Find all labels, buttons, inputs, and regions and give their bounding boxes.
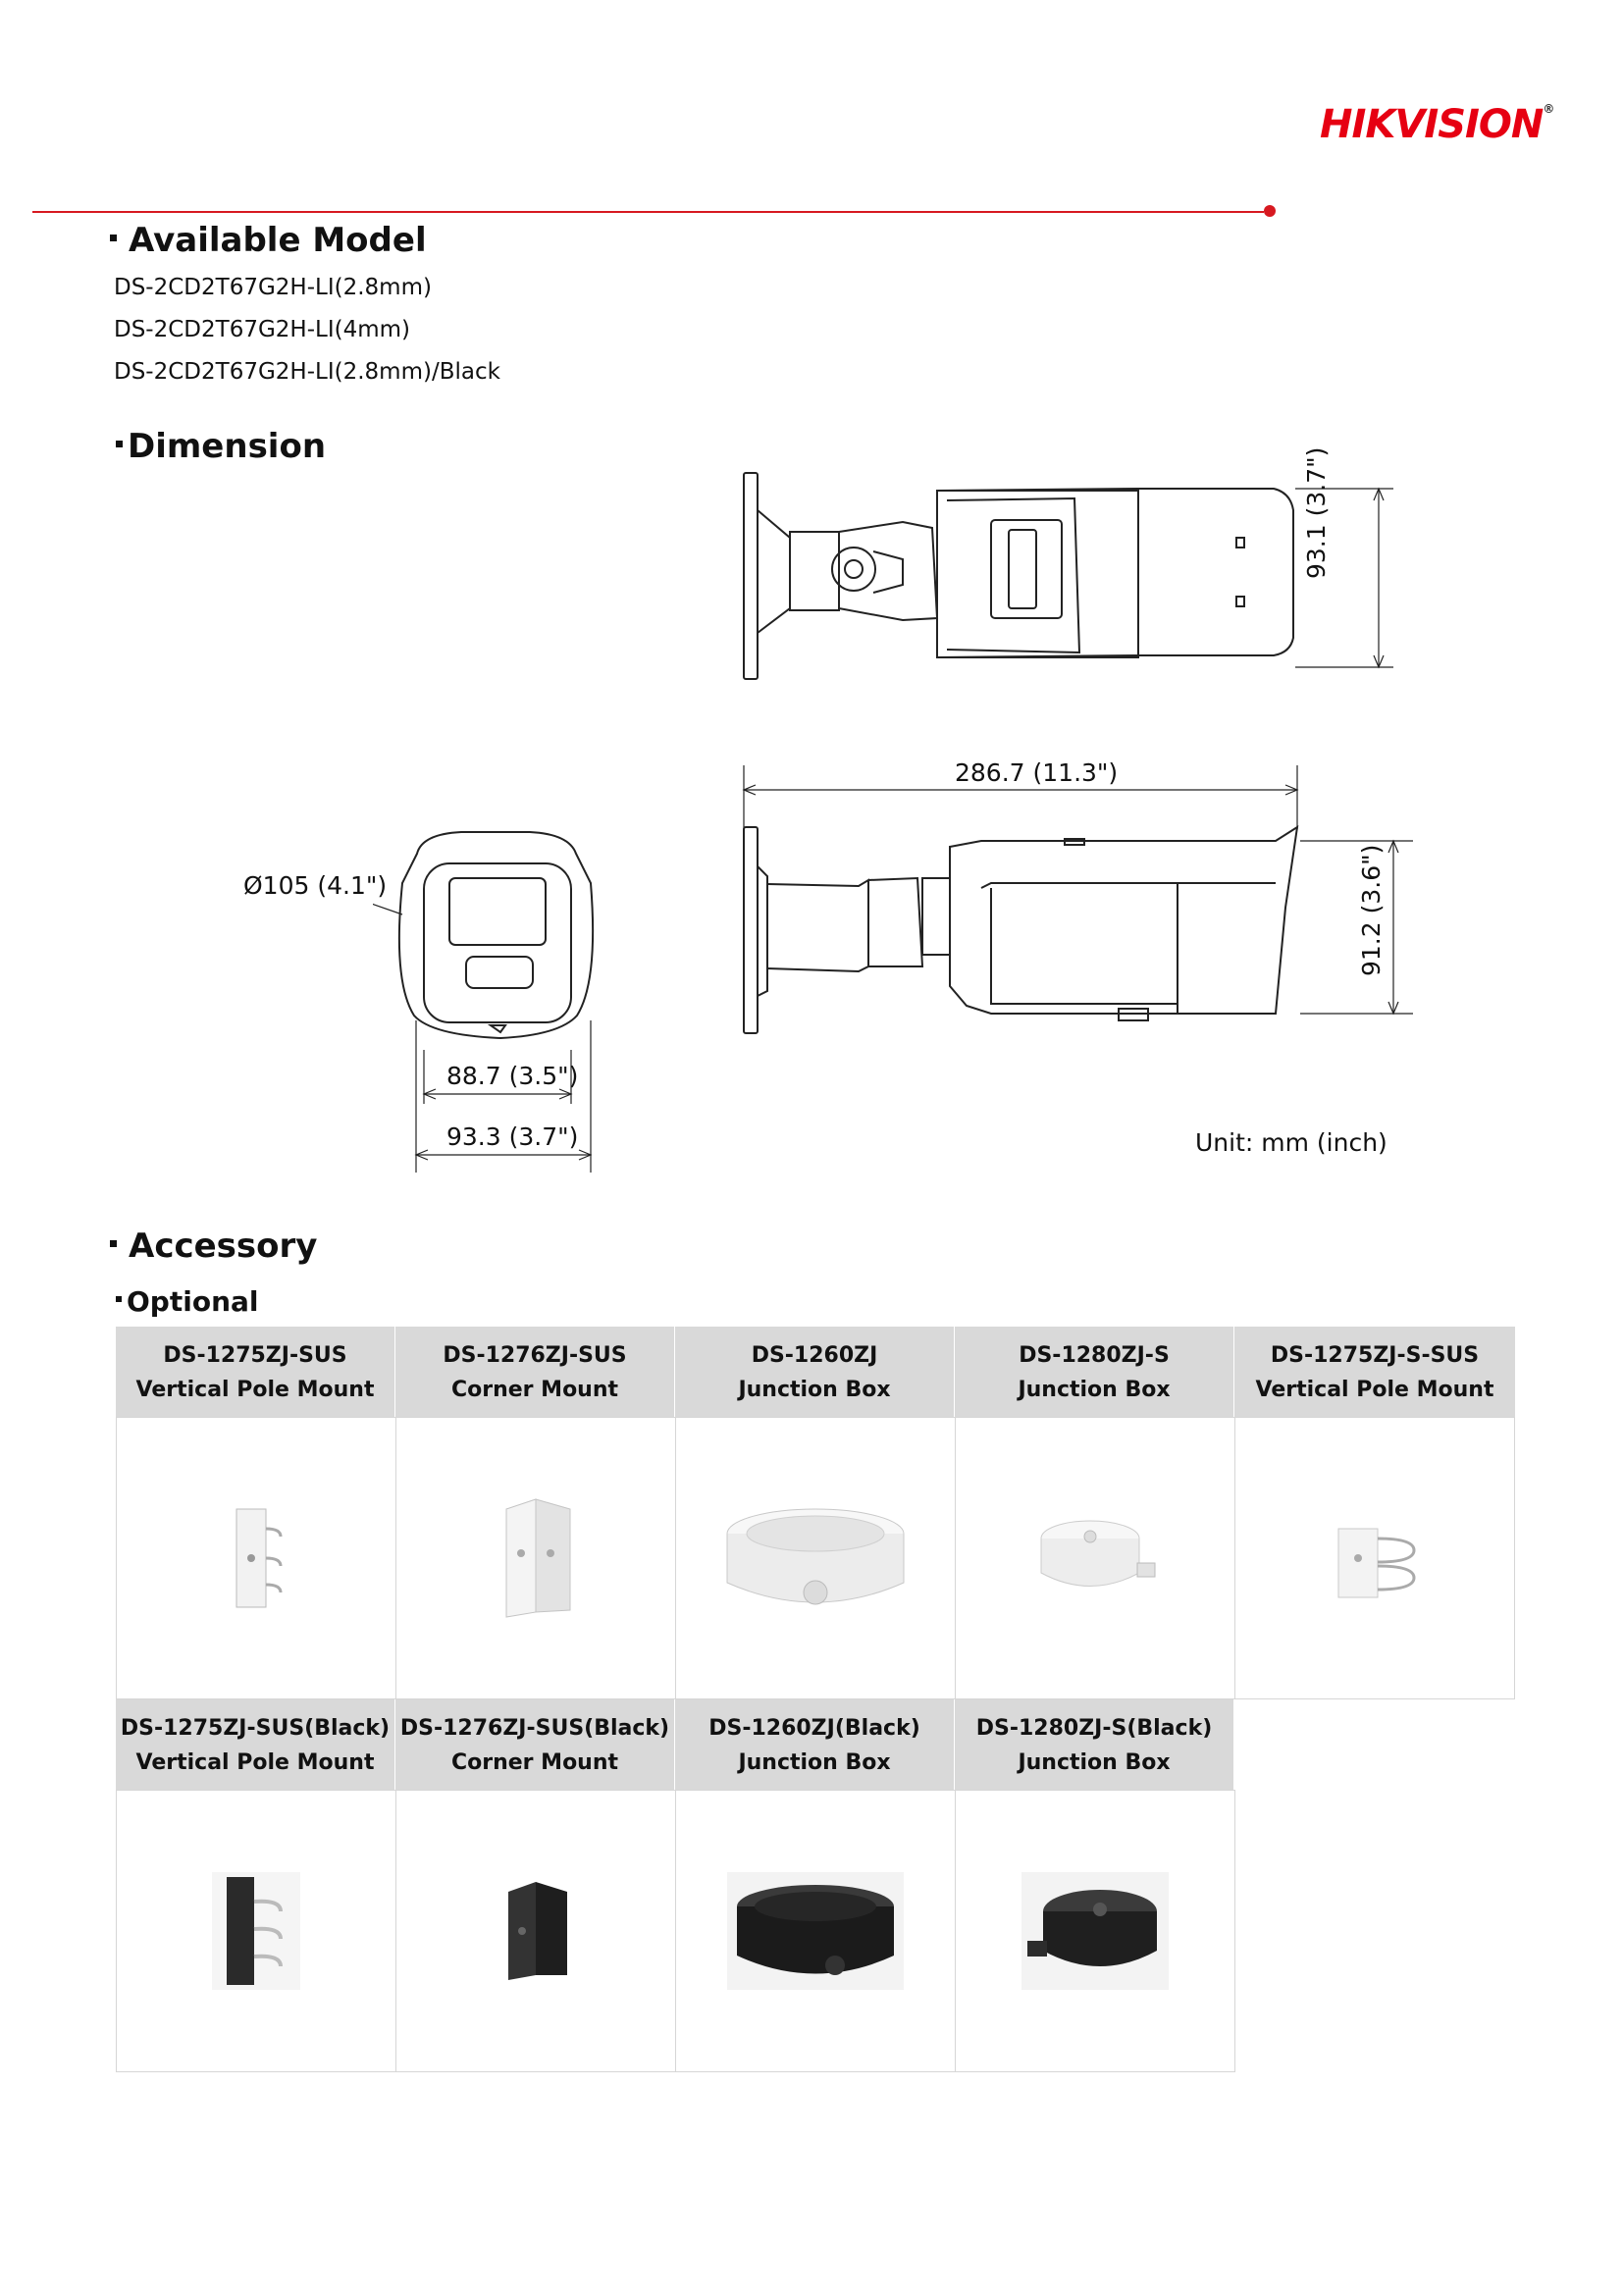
model-item: DS-2CD2T67G2H-LI(2.8mm) bbox=[114, 275, 432, 300]
pole-mount-white-image bbox=[227, 1504, 286, 1612]
junction-box-white-image bbox=[717, 1499, 914, 1617]
model-item: DS-2CD2T67G2H-LI(2.8mm)/Black bbox=[114, 359, 500, 385]
accessory-image-cell bbox=[675, 1790, 956, 2072]
dim-front-width-inner: 88.7 (3.5") bbox=[446, 1062, 579, 1090]
unit-label: Unit: mm (inch) bbox=[1195, 1128, 1387, 1157]
accessory-header bbox=[1234, 1327, 1515, 1417]
pole-mount-black-image bbox=[212, 1872, 300, 1990]
dim-side-height: 91.2 (3.6") bbox=[1357, 844, 1386, 976]
dim-length: 286.7 (11.3") bbox=[955, 758, 1119, 787]
model-list bbox=[114, 267, 500, 393]
accessory-type: Vertical Pole Mount bbox=[135, 1750, 375, 1775]
accessory-type: Vertical Pole Mount bbox=[135, 1378, 375, 1402]
accessory-header bbox=[955, 1699, 1233, 1790]
accessory-image-cell bbox=[395, 1417, 676, 1699]
accessory-model: DS-1280ZJ-S(Black) bbox=[975, 1716, 1213, 1741]
accessory-type: Vertical Pole Mount bbox=[1255, 1378, 1494, 1402]
corner-mount-white-image bbox=[492, 1494, 580, 1622]
pole-mount-s-white-image bbox=[1321, 1509, 1429, 1607]
accessory-type: Junction Box bbox=[1018, 1750, 1171, 1775]
camera-side-view-drawing bbox=[726, 760, 1413, 1045]
section-optional: Optional bbox=[116, 1285, 259, 1318]
accessory-image-cell bbox=[116, 1790, 396, 2072]
accessory-header bbox=[395, 1327, 674, 1417]
camera-front-view-drawing bbox=[373, 824, 628, 1173]
section-available-model: Available Model bbox=[110, 221, 427, 260]
accessory-model: DS-1260ZJ(Black) bbox=[708, 1716, 920, 1741]
accessory-model: DS-1280ZJ-S bbox=[1019, 1343, 1170, 1368]
junction-box-black-image bbox=[727, 1872, 904, 1990]
accessory-model: DS-1276ZJ-SUS bbox=[443, 1343, 627, 1368]
dim-front-width-outer: 93.3 (3.7") bbox=[446, 1122, 579, 1151]
hikvision-logo: HIKVISION® bbox=[1320, 102, 1554, 147]
accessory-image-cell bbox=[1234, 1417, 1515, 1699]
accessory-header bbox=[116, 1327, 394, 1417]
section-dimension: Dimension bbox=[116, 427, 326, 466]
accessory-model: DS-1275ZJ-SUS(Black) bbox=[120, 1716, 391, 1741]
accessory-type: Junction Box bbox=[738, 1750, 891, 1775]
accessory-model: DS-1276ZJ-SUS(Black) bbox=[399, 1716, 670, 1741]
accessory-type: Junction Box bbox=[738, 1378, 891, 1402]
accessory-image-cell bbox=[955, 1417, 1235, 1699]
accessory-type: Corner Mount bbox=[450, 1378, 619, 1402]
accessory-header bbox=[395, 1699, 674, 1790]
accessory-header bbox=[675, 1699, 954, 1790]
accessory-model: DS-1275ZJ-S-SUS bbox=[1270, 1343, 1480, 1368]
header-divider-dot bbox=[1264, 205, 1276, 217]
junction-box-s-white-image bbox=[1031, 1509, 1159, 1607]
dim-diameter: Ø105 (4.1") bbox=[243, 871, 388, 900]
dim-top-height: 93.1 (3.7") bbox=[1302, 446, 1331, 579]
junction-box-s-black-image bbox=[1021, 1872, 1169, 1990]
corner-mount-black-image bbox=[497, 1877, 575, 1985]
accessory-type: Junction Box bbox=[1018, 1378, 1171, 1402]
accessory-model: DS-1260ZJ bbox=[751, 1343, 878, 1368]
accessory-header bbox=[955, 1327, 1233, 1417]
accessory-image-cell bbox=[116, 1417, 396, 1699]
accessory-header bbox=[116, 1699, 394, 1790]
accessory-header bbox=[675, 1327, 954, 1417]
accessory-image-cell bbox=[955, 1790, 1235, 2072]
accessory-image-cell bbox=[675, 1417, 956, 1699]
section-accessory: Accessory bbox=[110, 1226, 317, 1266]
accessory-image-cell bbox=[395, 1790, 676, 2072]
accessory-type: Corner Mount bbox=[450, 1750, 619, 1775]
header-divider bbox=[32, 211, 1264, 213]
accessory-model: DS-1275ZJ-SUS bbox=[163, 1343, 347, 1368]
model-item: DS-2CD2T67G2H-LI(4mm) bbox=[114, 317, 410, 342]
